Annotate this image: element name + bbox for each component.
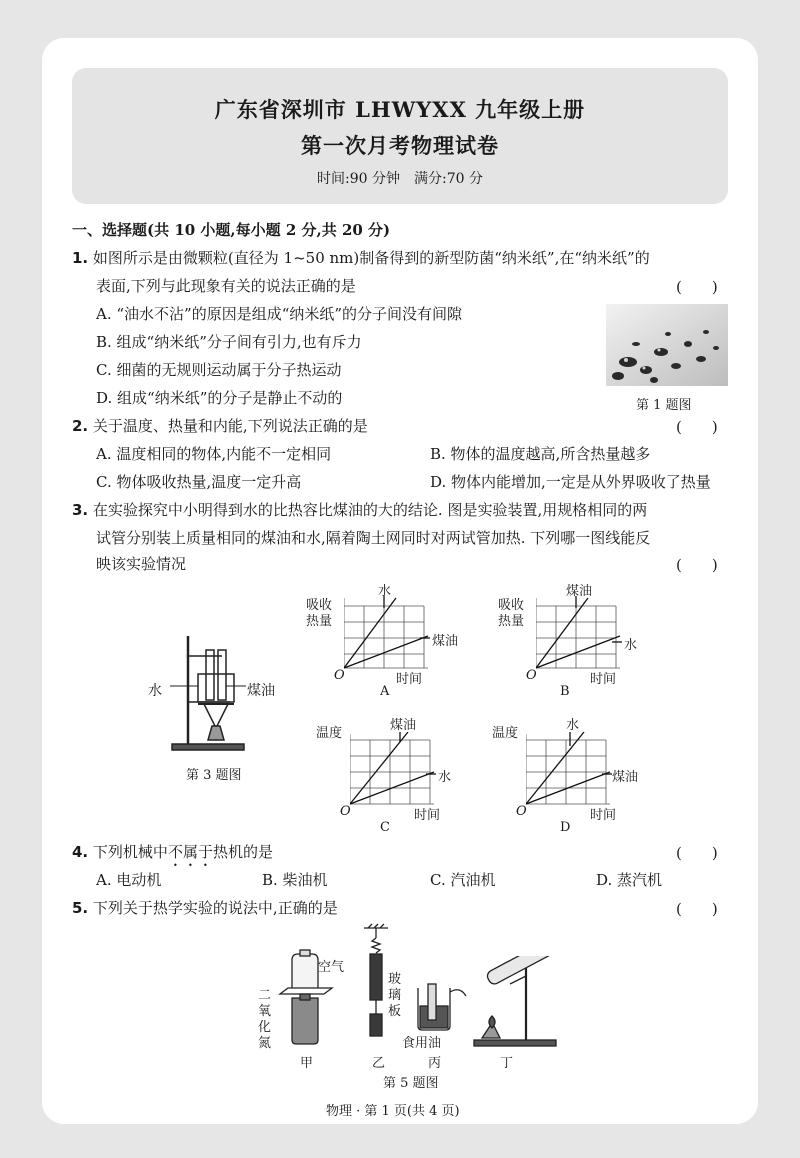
- q3-kerosene-label: 煤油: [247, 683, 275, 699]
- q3-figure-caption: 第 3 题图: [186, 768, 242, 783]
- q3-graph-a-letter: A: [380, 684, 390, 699]
- q3-graph-d-kerosene-label: 煤油: [612, 770, 639, 785]
- q3-line1: 在实验探究中小明得到水的比热容比煤油的大的结论. 图是实验装置,用规格相同的两: [92, 501, 648, 519]
- q3-graph-c-water-label: 水: [438, 770, 452, 785]
- q5-figure-caption: 第 5 题图: [383, 1076, 439, 1091]
- q3-graph-c-xlabel: 时间: [414, 808, 441, 823]
- q3-water-label: 水: [148, 683, 162, 699]
- q3-graph-b-plot: [536, 596, 622, 670]
- q3-graph-b-ylabel2: 热量: [498, 614, 525, 629]
- q3-graph-c-origin: O: [340, 804, 351, 819]
- q5-air-label: 空气: [318, 960, 345, 975]
- q5-label-jia: 甲: [300, 1056, 314, 1071]
- q3-graph-b-origin: O: [526, 668, 537, 683]
- q3-graph-a-ylabel1: 吸收: [306, 598, 333, 613]
- q5-glass-label-2: 璃: [388, 988, 402, 1003]
- q3-answer-bracket: ( ): [676, 556, 718, 574]
- q4-option-c: C. 汽油机: [430, 871, 496, 889]
- q3-graph-b-letter: B: [560, 684, 570, 699]
- q5-label-ding: 丁: [500, 1056, 514, 1071]
- q3-graph-d-plot: [526, 732, 612, 806]
- q4-text-emphasis: 不属于: [167, 843, 213, 861]
- q5-text: 下列关于热学实验的说法中,正确的是: [92, 899, 338, 917]
- exam-meta: 时间:90 分钟 满分:70 分: [317, 171, 483, 187]
- q4-text-pre: 下列机械中: [92, 843, 168, 861]
- q3-graph-a-xlabel: 时间: [396, 672, 423, 687]
- q2-number: 2.: [72, 417, 89, 435]
- q3-graph-d-ylabel: 温度: [492, 726, 519, 741]
- q5-glass-label-1: 玻: [388, 972, 402, 987]
- q3-graph-c-kerosene-label: 煤油: [390, 718, 417, 733]
- q3-graph-c-plot: [350, 732, 436, 806]
- q2-text: 关于温度、热量和内能,下列说法正确的是: [92, 417, 368, 435]
- q1-number: 1.: [72, 249, 89, 267]
- q5-oil-beaker: [412, 978, 468, 1034]
- q4-text-post: 热机的是: [212, 843, 273, 861]
- q4-number: 4.: [72, 843, 89, 861]
- q1-line1: 如图所示是由微颗粒(直径为 1~50 nm)制备得到的新型防菌“纳米纸”,在“纳米纸”的: [92, 249, 650, 267]
- q3-graph-b-xlabel: 时间: [590, 672, 617, 687]
- q1-nanopaper-photo: [606, 304, 728, 386]
- q3-number: 3.: [72, 501, 89, 519]
- q5-answer-bracket: ( ): [676, 900, 718, 918]
- q4-option-b: B. 柴油机: [262, 871, 328, 889]
- q1-option-c: C. 细菌的无规则运动属于分子热运动: [96, 361, 342, 379]
- q3-line3: 映该实验情况: [96, 555, 187, 573]
- q3-graph-a-ylabel2: 热量: [306, 614, 333, 629]
- q5-test-tube-stand: [470, 956, 570, 1048]
- q3-line2: 试管分别装上质量相同的煤油和水,隔着陶土网同时对两试管加热. 下列哪一图线能反: [96, 529, 651, 547]
- exam-header: [72, 68, 728, 204]
- title-line-1: 广东省深圳市 LHWYXX 九年级上册: [214, 97, 586, 122]
- q2-answer-bracket: ( ): [676, 418, 718, 436]
- q3-graph-a-water-label: 水: [378, 584, 392, 599]
- q5-no2-label-4: 氮: [258, 1036, 272, 1051]
- q5-no2-label-3: 化: [258, 1020, 272, 1035]
- q5-glass-label-3: 板: [388, 1004, 402, 1019]
- q3-graph-b-water-label: 水: [624, 638, 638, 653]
- q3-graph-b-ylabel1: 吸收: [498, 598, 525, 613]
- q3-graph-d-origin: O: [516, 804, 527, 819]
- q3-graph-c-letter: C: [380, 820, 390, 835]
- q1-answer-bracket: ( ): [676, 278, 718, 296]
- q3-graph-b-kerosene-label: 煤油: [566, 584, 593, 599]
- q1-option-a: A. “油水不沾”的原因是组成“纳米纸”的分子间没有间隙: [96, 305, 463, 323]
- section-heading: 一、选择题(共 10 小题,每小题 2 分,共 20 分): [72, 221, 391, 239]
- title-line-2: 第一次月考物理试卷: [301, 133, 499, 158]
- q3-graph-a-plot: [344, 596, 430, 670]
- q5-no2-label-1: 二: [258, 988, 272, 1003]
- page-footer: 物理 · 第 1 页(共 4 页): [326, 1104, 460, 1119]
- q5-no2-label-2: 氧: [258, 1004, 272, 1019]
- q2-option-b: B. 物体的温度越高,所含热量越多: [430, 445, 651, 463]
- q3-graph-a-origin: O: [334, 668, 345, 683]
- q4-option-d: D. 蒸汽机: [596, 871, 663, 889]
- q1-option-d: D. 组成“纳米纸”的分子是静止不动的: [96, 389, 343, 407]
- q1-figure-caption: 第 1 题图: [636, 398, 692, 413]
- q4-answer-bracket: ( ): [676, 844, 718, 862]
- q2-option-d: D. 物体内能增加,一定是从外界吸收了热量: [430, 473, 711, 491]
- q4-option-a: A. 电动机: [96, 871, 162, 889]
- q2-option-a: A. 温度相同的物体,内能不一定相同: [96, 445, 332, 463]
- q1-option-b: B. 组成“纳米纸”分子间有引力,也有斥力: [96, 333, 362, 351]
- q5-label-bing: 丙: [428, 1056, 442, 1071]
- q3-graph-c-ylabel: 温度: [316, 726, 343, 741]
- q3-graph-a-kerosene-label: 煤油: [432, 634, 459, 649]
- q5-label-yi: 乙: [372, 1056, 386, 1071]
- q3-graph-d-letter: D: [560, 820, 571, 835]
- q5-oil-label: 食用油: [402, 1036, 442, 1051]
- q3-heating-apparatus: [168, 628, 248, 754]
- q1-line2: 表面,下列与此现象有关的说法正确的是: [96, 277, 356, 295]
- q2-option-c: C. 物体吸收热量,温度一定升高: [96, 473, 302, 491]
- q3-graph-d-water-label: 水: [566, 718, 580, 733]
- q3-graph-d-xlabel: 时间: [590, 808, 617, 823]
- q5-number: 5.: [72, 899, 89, 917]
